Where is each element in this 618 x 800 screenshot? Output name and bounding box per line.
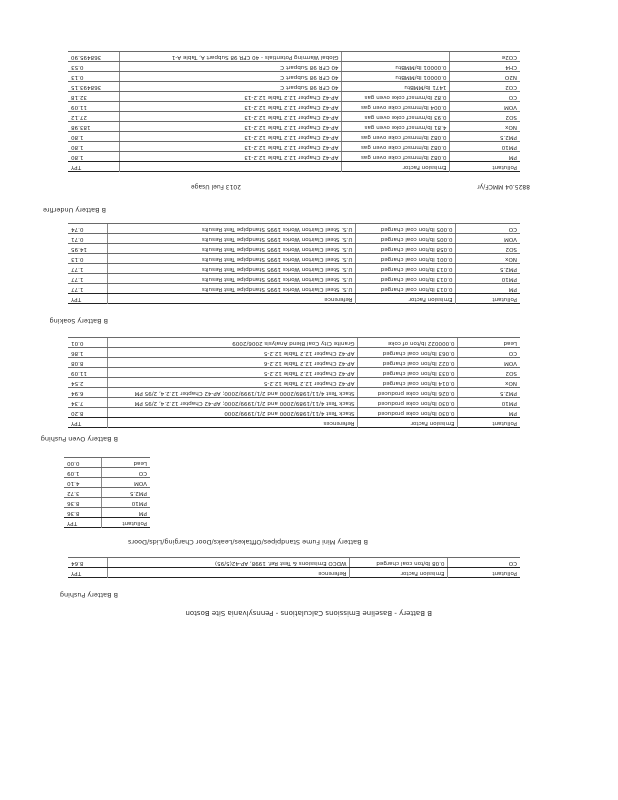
table-cell: PM10 [458, 398, 520, 408]
table-cell: PM2.5 [102, 488, 150, 498]
table-row [64, 508, 150, 518]
table-cell: 0.53 [68, 62, 120, 72]
table-cell: Stack Test 4/11/1989/2000 and 2/1/1999/2000; AP-42 Chapter 12.2.4, 2/95 PM [108, 398, 358, 408]
table-cell: 0.014 lb/ton coal charged [358, 378, 458, 388]
table-cell: 0.000022 lb/ton of coke [358, 338, 458, 348]
table-pushing [68, 557, 520, 578]
table-cell: 0.01 [68, 338, 108, 348]
table-cell: 1.80 [68, 142, 120, 152]
table-cell: 0.082 lb/mmscf coke oven gas [342, 132, 450, 142]
table-cell: AP-42 Chapter 12.2 Table 12.2-13 [120, 112, 342, 122]
table-row [68, 254, 520, 264]
table-row [68, 224, 520, 234]
table-row [68, 398, 520, 408]
table-cell: 0.005 lb/ton coal charged [356, 224, 456, 234]
table-row [68, 102, 520, 112]
table-cell: AP-42 Chapter 12.2 Table 12.2-13 [120, 152, 342, 162]
table-cell: AP-42 Chapter 12.2 Table 12.2-13 [120, 132, 342, 142]
column-header: Emission Factor [350, 568, 448, 578]
table-oven-pushing [68, 337, 520, 428]
fuel-usage-label: 2013 Fuel Usage [190, 183, 241, 190]
table-cell: 0.030 lb/ton coke produced [358, 398, 458, 408]
table-header-row [64, 518, 150, 528]
table-cell: Lead [458, 338, 520, 348]
column-header: Pollutant [456, 294, 520, 304]
table-cell: 0.74 [68, 224, 108, 234]
table-cell: VOM [450, 102, 520, 112]
table-cell: PM2.5 [450, 132, 520, 142]
column-header: TPY [64, 518, 102, 528]
table-cell: 0.082 lb/mmscf coke oven gas [342, 142, 450, 152]
table-cell: 6.94 [68, 388, 108, 398]
column-header: TPY [68, 294, 108, 304]
table-cell: 1.80 [68, 132, 120, 142]
table-cell: 8.08 [68, 358, 108, 368]
table-cell: PM [456, 284, 520, 294]
table-underfire [68, 51, 520, 172]
table-cell: 7.34 [68, 398, 108, 408]
table-cell: PM [458, 408, 520, 418]
table-cell: 8.36 [64, 508, 102, 518]
table-cell: 1.09 [64, 468, 102, 478]
section-heading-pushing: B Battery Pushing [59, 591, 118, 599]
table-cell: U.S. Steel Clairton Works 1995 Standpipe Test Results [108, 274, 356, 284]
table-cell: 1.77 [68, 264, 108, 274]
column-header: Pollutant [458, 418, 520, 428]
table-cell: U.S. Steel Clairton Works 1995 Standpipe Test Results [108, 254, 356, 264]
table-cell: NOx [458, 378, 520, 388]
table-cell: 368493.15 [68, 82, 120, 92]
column-header: Reference [108, 294, 356, 304]
table-cell: 1471 lb/MMBtu [342, 82, 450, 92]
table-row [68, 388, 520, 398]
table-cell: 11.09 [68, 368, 108, 378]
table-cell: U.S. Steel Clairton Works 1995 Standpipe Test Results [108, 244, 356, 254]
table-row [68, 92, 520, 102]
table-row [68, 72, 520, 82]
table-cell: VOM [456, 234, 520, 244]
table-cell: PM2.5 [456, 264, 520, 274]
table-cell: CH4 [450, 62, 520, 72]
table-cell: 0.00 [64, 458, 102, 468]
table-row [68, 52, 520, 62]
page-title: B Battery - Baseline Emissions Calculations - Pennsylvania Site Boston [185, 609, 432, 617]
table-row [68, 368, 520, 378]
table-cell: 0.00001 lb/MMBtu [342, 72, 450, 82]
table-header-row [68, 294, 520, 304]
column-header: Emission Factor [356, 294, 456, 304]
table-cell: Granite City Coal Blend Analysis 2006/2009 [108, 338, 358, 348]
table-cell: 0.013 lb/ton coal charged [356, 274, 456, 284]
table-header-row [68, 568, 520, 578]
table-cell: NOx [450, 122, 520, 132]
column-header: Reference [108, 568, 350, 578]
table-cell: 0.022 lb/ton coal charged [358, 358, 458, 368]
table-cell: SO2 [450, 112, 520, 122]
table-cell: WDCO Emissions & Test Ref. 1998, AP-42(5/95) [108, 558, 350, 568]
column-header: TPY [68, 568, 108, 578]
table-cell: U.S. Steel Clairton Works 1995 Standpipe Test Results [108, 234, 356, 244]
table-row [64, 458, 150, 468]
table-cell: N2O [450, 72, 520, 82]
table-header-row [68, 162, 520, 172]
table-row [68, 122, 520, 132]
table-cell: 40 CFR 98 Subpart C [120, 62, 342, 72]
table-cell: CO2 [450, 82, 520, 92]
table-cell: 0.82 lb/mmscf coke oven gas [342, 92, 450, 102]
table-cell: VOM [102, 478, 150, 488]
table-cell: 0.013 lb/ton coal charged [356, 264, 456, 274]
table-cell: VOM [458, 358, 520, 368]
table-row [64, 468, 150, 478]
table-cell: 0.71 [68, 234, 108, 244]
table-row [68, 234, 520, 244]
table-cell [342, 52, 450, 62]
table-cell: 0.033 lb/ton coal charged [358, 368, 458, 378]
table-cell: AP-42 Chapter 12.2 Table 12.2-5 [108, 368, 358, 378]
table-row [64, 478, 150, 488]
table-cell: AP-42 Chapter 12.2 Table 12.2-5 [108, 378, 358, 388]
table-cell: CO2e [450, 52, 520, 62]
table-cell: AP-42 Chapter 12.2 Table 12.2-13 [120, 102, 342, 112]
table-cell: 0.13 [68, 72, 120, 82]
table-cell: 14.95 [68, 244, 108, 254]
table-row [68, 132, 520, 142]
table-cell: AP-42 Chapter 12.2 Table 12.2-13 [120, 92, 342, 102]
table-cell: SO2 [456, 244, 520, 254]
table-cell: AP-42 Chapter 12.2 Table 12.2-6 [108, 358, 358, 368]
table-cell: Stack Test 4/11/1989/2000 and 2/1/1999/2000; AP-42 Chapter 12.2.4, 2/95 PM [108, 388, 358, 398]
table-cell: PM10 [102, 498, 150, 508]
table-cell: 0.93 lb/mmscf coke oven gas [342, 112, 450, 122]
table-cell: CO [450, 92, 520, 102]
table-cell: 4.81 lb/mmscf coke oven gas [342, 122, 450, 132]
table-row [64, 498, 150, 508]
table-row [68, 142, 520, 152]
table-header-row [68, 418, 520, 428]
table-cell: 0.001 lb/ton coal charged [356, 254, 456, 264]
table-cell: 0.026 lb/ton coke produced [358, 388, 458, 398]
section-heading-oven-pushing: B Battery Oven Pushing [40, 435, 118, 443]
table-row [68, 82, 520, 92]
table-row [68, 378, 520, 388]
table-cell: U.S. Steel Clairton Works 1995 Standpipe Test Results [108, 284, 356, 294]
table-cell: PM10 [450, 142, 520, 152]
table-cell: Lead [102, 458, 150, 468]
table-row [68, 152, 520, 162]
table-row [68, 348, 520, 358]
column-header: Pollutant [448, 568, 520, 578]
table-row [68, 112, 520, 122]
table-cell: 1.86 [68, 348, 108, 358]
column-header [120, 162, 342, 172]
table-cell: 27.12 [68, 112, 120, 122]
column-header: References [108, 418, 358, 428]
table-cell: 0.005 lb/ton coal charged [356, 234, 456, 244]
table-cell: CO [456, 224, 520, 234]
table-cell: 0.013 lb/ton coal charged [356, 284, 456, 294]
table-cell: 2.54 [68, 378, 108, 388]
table-cell: 0.13 [68, 254, 108, 264]
table-row [68, 408, 520, 418]
table-cell: 8.36 [64, 498, 102, 508]
table-cell: PM [450, 152, 520, 162]
table-cell: CO [102, 468, 150, 478]
table-cell: 0.063 lb/ton coal charged [358, 348, 458, 358]
section-heading-soaking: B Battery Soaking [49, 317, 108, 325]
column-header: TPY [68, 418, 108, 428]
table-cell: Global Warming Potentials - 40 CFR 98 Subpart A, Table A-1 [120, 52, 342, 62]
column-header: Pollutant [102, 518, 150, 528]
table-cell: 3.72 [64, 488, 102, 498]
column-header: Emission Factor [342, 162, 450, 172]
table-soaking [68, 223, 520, 304]
column-header: Emission Factor [358, 418, 458, 428]
table-cell: 40 CFR 98 Subpart C [120, 72, 342, 82]
table-cell: CO [458, 348, 520, 358]
table-cell: PM [102, 508, 150, 518]
column-header: TPY [68, 162, 120, 172]
table-cell: 1.77 [68, 274, 108, 284]
table-cell: AP-42 Chapter 12.2 Table 12.2-13 [120, 142, 342, 152]
table-cell: 8.64 [68, 558, 108, 568]
table-row [64, 488, 150, 498]
section-heading-stack: B Battery Mini Fume Standpipes/Offtakes/Leaks/Door Charging/Lids/Doors [128, 538, 368, 546]
table-cell: 32.18 [68, 92, 120, 102]
table-row [68, 338, 520, 348]
table-cell: 40 CFR 98 Subpart C [120, 82, 342, 92]
table-cell: 0.058 lb/ton coal charged [356, 244, 456, 254]
column-header: Pollutant [450, 162, 520, 172]
table-row [68, 558, 520, 568]
table-cell: U.S. Steel Clairton Works 1995 Standpipe Test Results [108, 264, 356, 274]
table-cell: 11.09 [68, 102, 120, 112]
table-cell: PM2.5 [458, 388, 520, 398]
table-cell: 8.20 [68, 408, 108, 418]
table-cell: 1.77 [68, 284, 108, 294]
table-cell: AP-42 Chapter 12.2 Table 12.2-5 [108, 348, 358, 358]
table-cell: PM10 [456, 274, 520, 284]
table-cell: 0.030 lb/ton coke produced [358, 408, 458, 418]
table-cell: Stack Test 4/11/1989/2000 and 2/1/1999/2000 [108, 408, 358, 418]
table-cell: 0.00001 lb/MMBtu [342, 62, 450, 72]
table-cell: 1.80 [68, 152, 120, 162]
table-cell: NOx [456, 254, 520, 264]
table-cell: SO2 [458, 368, 520, 378]
table-cell: 0.082 lb/mmscf coke oven gas [342, 152, 450, 162]
table-stack-summary [64, 457, 150, 528]
table-cell: 368495.90 [68, 52, 120, 62]
table-row [68, 284, 520, 294]
table-cell: U.S. Steel Clairton Works 1995 Standpipe Test Results [108, 224, 356, 234]
table-cell: CO [448, 558, 520, 568]
table-cell: 0.004 lb/mmscf coke oven gas [342, 102, 450, 112]
table-cell: 4.10 [64, 478, 102, 488]
table-row [68, 62, 520, 72]
table-cell: 0.08 lb/ton coal charged [350, 558, 448, 568]
table-cell: AP-42 Chapter 12.2 Table 12.2-13 [120, 122, 342, 132]
table-row [68, 264, 520, 274]
section-heading-underfire: B Battery Underfire [43, 206, 106, 214]
table-row [68, 274, 520, 284]
table-row [68, 244, 520, 254]
table-row [68, 358, 520, 368]
table-cell: 183.98 [68, 122, 120, 132]
fuel-usage-value: 8825.04 MMCF/yr [477, 183, 530, 190]
